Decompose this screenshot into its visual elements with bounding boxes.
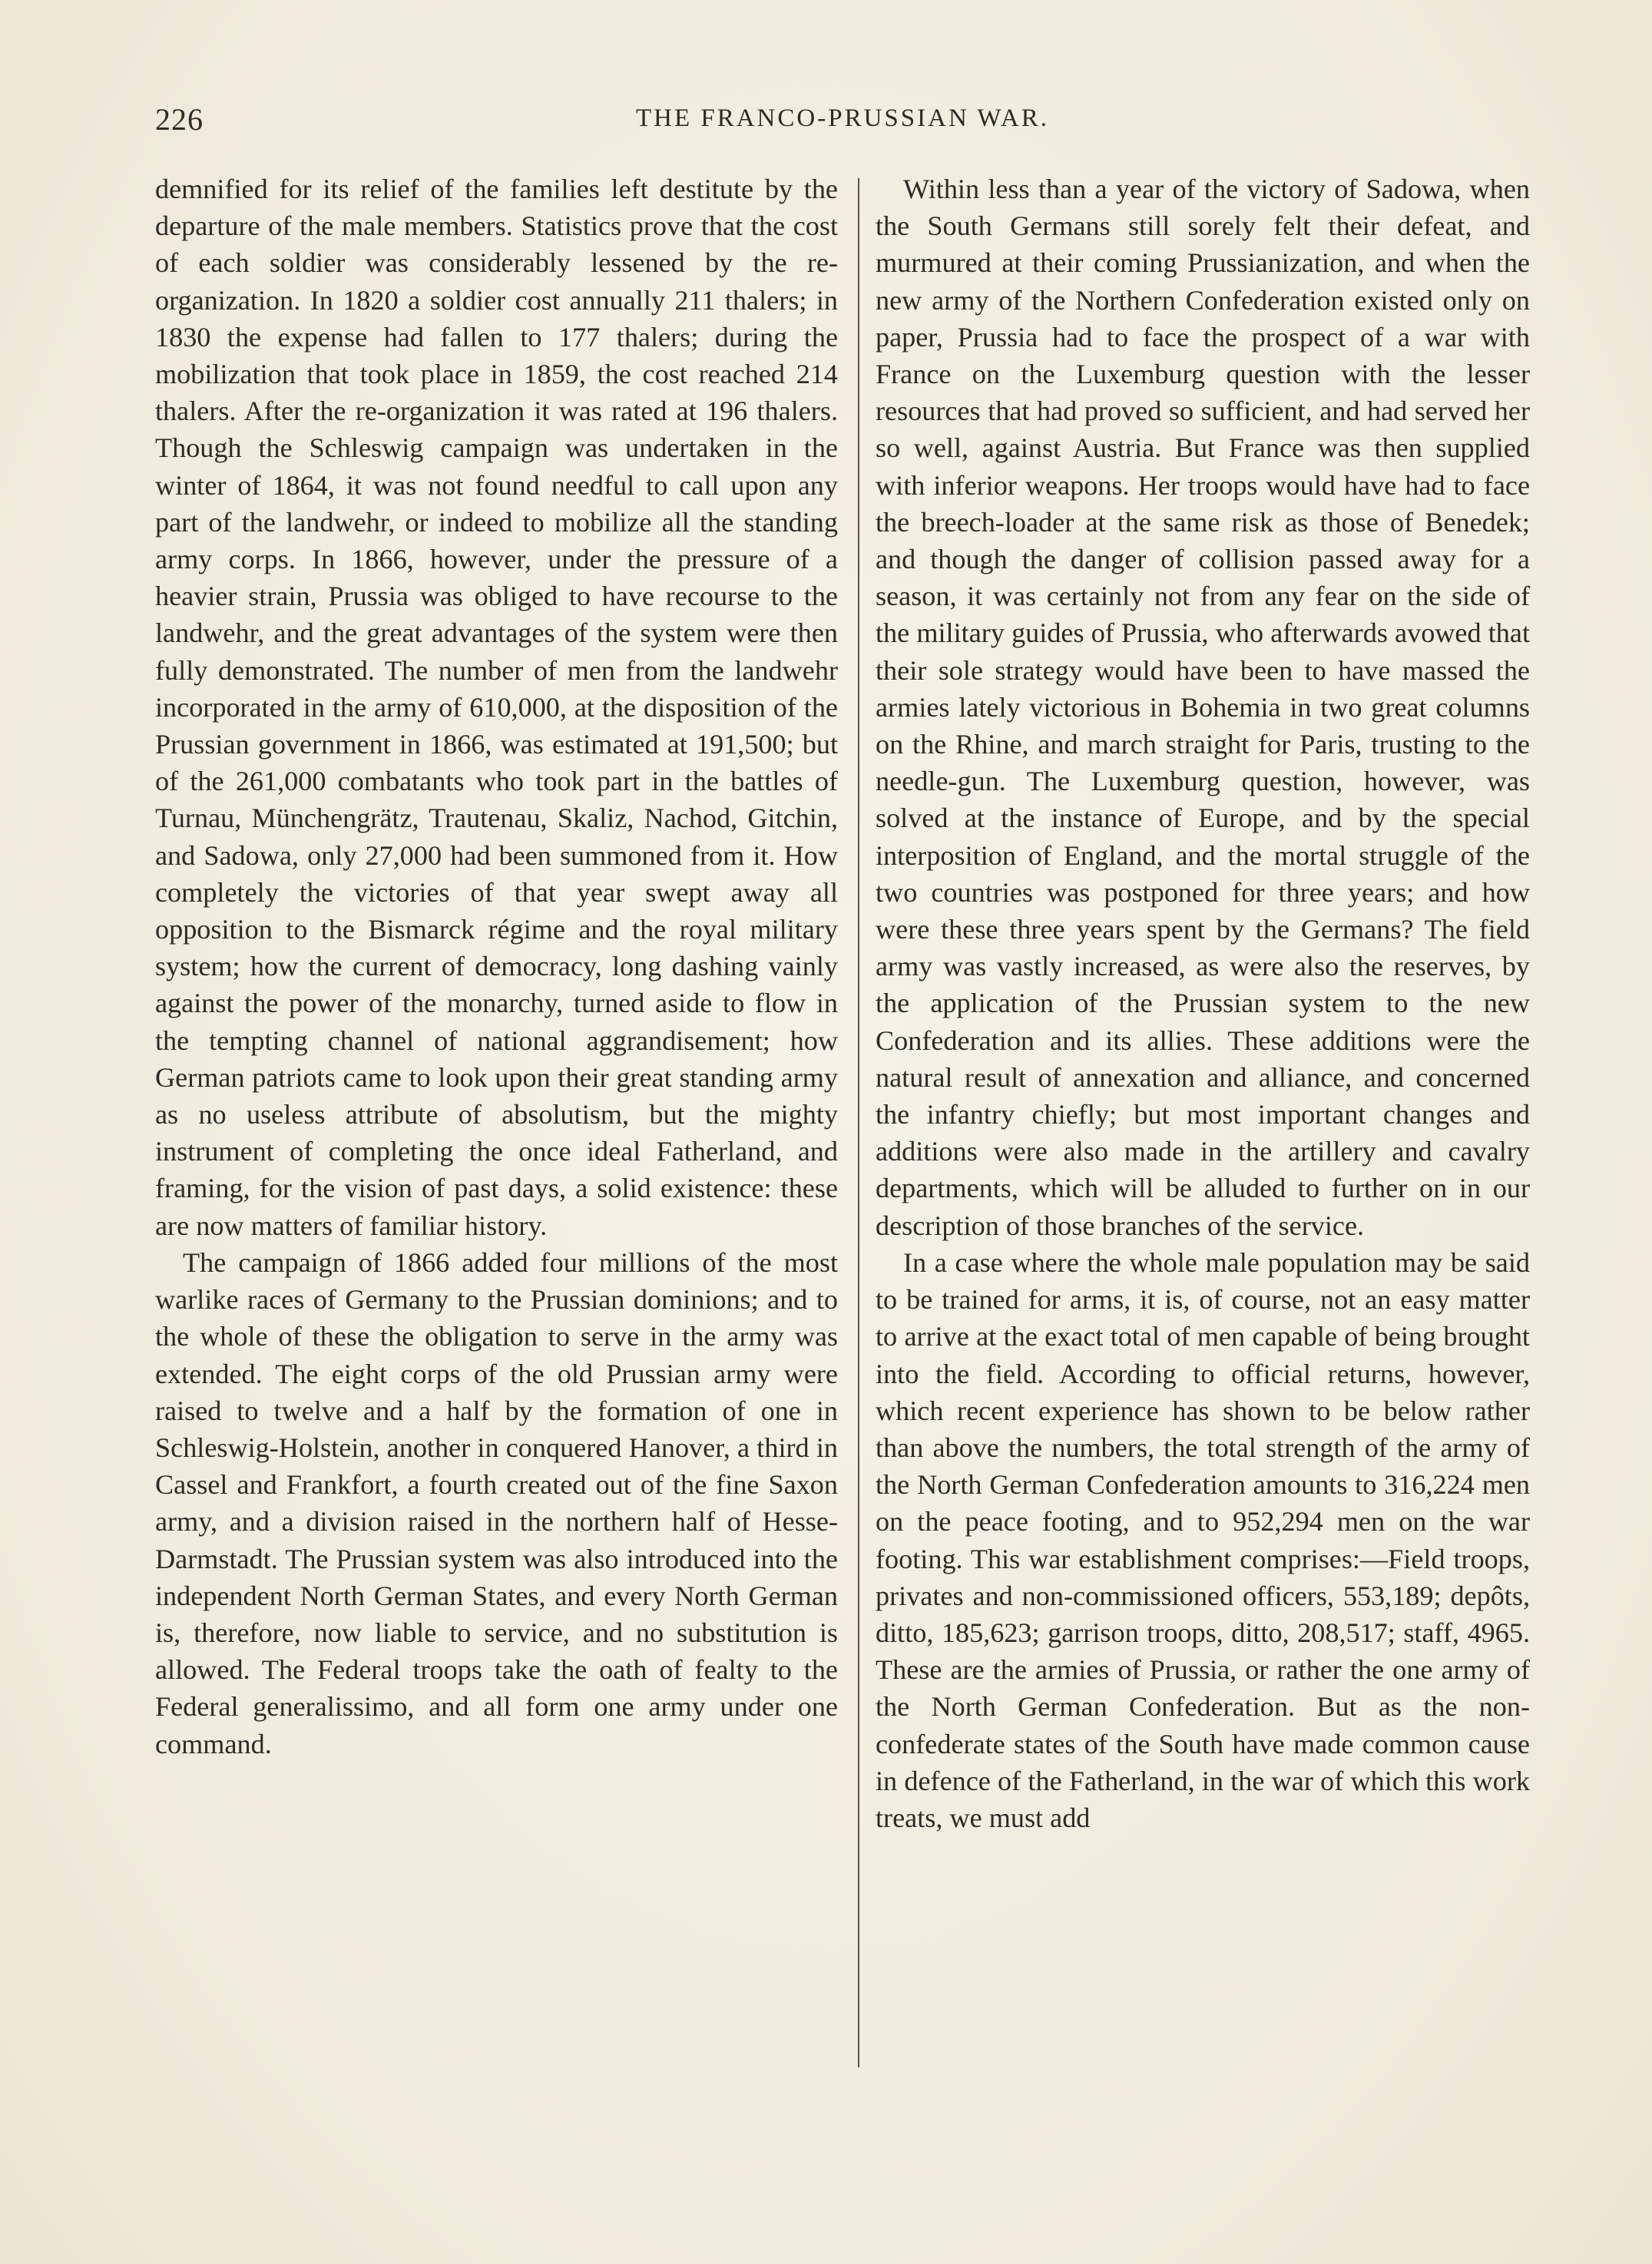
running-title: THE FRANCO-PRUSSIAN WAR. xyxy=(635,104,1050,132)
right-paragraph-2: In a case where the whole male population may be said to be trained for arms, it is, of course, not an easy matter to arrive at the exact total of men capable of being brought into the field. According to official returns, however, which recent experience has shown to be below rather than above the numbers, the total strength of the army of the North German Confederation amounts to 316,224 men on the peace footing, and to 952,294 men on the war footing. This war establishment comprises:—Field troops, privates and non-commissioned officers, 553,189; depôts, ditto, 185,623; garrison troops, ditto, 208,517; staff, 4965. These are the armies of Prussia, or rather the one army of the North German Confederation. But as the non-confederate states of the South have made common cause in defence of the Fatherland, in the war of which this work treats, we must add xyxy=(876,1246,1530,1833)
left-paragraph-1: demnified for its relief of the families left destitute by the departure of the male members. Statistics prove that the cost of each soldier was considerably lessened by the re-organization. In 1820 a soldier cost annually 211 thalers; in 1830 the expense had fallen to 177 thalers; during the mobilization that took place in 1859, the cost reached 214 thalers. After the re-organization it was rated at 196 thalers. Though the Schleswig campaign was undertaken in the winter of 1864, it was not found needful to call upon any part of the landwehr, or indeed to mobilize all the standing army corps. In 1866, however, under the pressure of a heavier strain, Prussia was obliged to have recourse to the landwehr, and the great advantages of the system were then fully demonstrated. The number of men from the landwehr incorporated in the army of 610,000, at the disposition of the Prussian government in 1866, was estimated at 191,500; but of the 261,000 combatants who took part in the battles of Turnau, Münchengrätz, Trautenau, Skaliz, Nachod, Gitchin, and Sadowa, only 27,000 had been summoned from it. How completely the victories of that year swept away all opposition to the Bismarck régime and the royal military system; how the current of democracy, long dashing vainly against the power of the monarchy, turned aside to flow in the tempting channel of national aggrandisement; how German patriots came to look upon their great standing army as no useless attribute of absolutism, but the mighty instrument of completing the once ideal Fatherland, and framing, for the vision of past days, a solid existence: these are now matters of familiar history. xyxy=(155,174,838,1241)
column-divider xyxy=(858,178,859,2067)
page-number: 226 xyxy=(155,102,204,137)
left-paragraph-2: The campaign of 1866 added four millions of the most warlike races of Germany to the Prussian dominions; and to the whole of these the obligation to serve in the army was extended. The eight corps of the old Prussian army were raised to twelve and a half by the formation of one in Schleswig-Holstein, another in conquered Hanover, a third in Cassel and Frankfort, a fourth created out of the fine Saxon army, and a division raised in the northern half of Hesse-Darmstadt. The Prussian system was also introduced into the independent North German States, and every North German is, therefore, now liable to service, and no substitution is allowed. The Federal troops take the oath of fealty to the Federal generalissimo, and all form one army under one command. xyxy=(155,1246,838,1759)
page-header xyxy=(155,101,1530,147)
right-paragraph-1: Within less than a year of the victory of Sadowa, when the South Germans still sorely felt their defeat, and murmured at their coming Prussianization, and when the new army of the Northern Confederation existed only on paper, Prussia had to face the prospect of a war with France on the Luxemburg question with the lesser resources that had proved so sufficient, and had served her so well, against Austria. But France was then supplied with inferior weapons. Her troops would have had to face the breech-loader at the same risk as those of Benedek; and though the danger of collision passed away for a season, it was certainly not from any fear on the side of the military guides of Prussia, who afterwards avowed that their sole strategy would have been to have massed the armies lately victorious in Bohemia in two great columns on the Rhine, and march straight for Paris, trusting to the needle-gun. The Luxemburg question, however, was solved at the instance of Europe, and by the special interposition of England, and the mortal struggle of the two countries was postponed for three years; and how were these three years spent by the Germans? The field army was vastly increased, as were also the reserves, by the application of the Prussian system to the new Confederation and its allies. These additions were the natural result of annexation and alliance, and concerned the infantry chiefly; but most important changes and additions were also made in the artillery and cavalry departments, which will be alluded to further on in our description of those branches of the service. xyxy=(876,174,1530,1241)
left-column xyxy=(155,170,838,1763)
right-column xyxy=(876,170,1530,1836)
